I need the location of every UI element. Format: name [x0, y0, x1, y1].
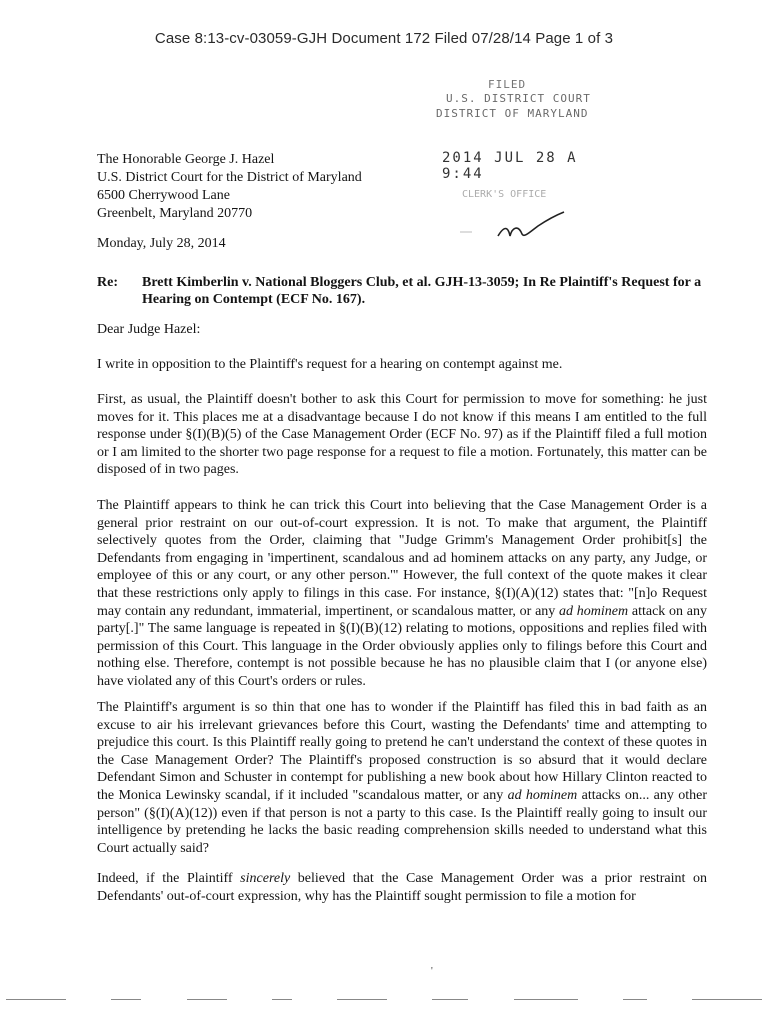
- re-line: [97, 274, 707, 308]
- re-subject: Brett Kimberlin v. National Bloggers Club, et al. GJH-13-3059; In Re Plaintiff's Request for a Hearing on Contempt (ECF No. 167).: [142, 275, 702, 307]
- paragraph-text: Indeed, if the Plaintiff: [97, 871, 241, 886]
- paragraph-text: attacks on... any other person" (§(I)(A)(12)) even if that person is not a party to this case. Is the Plaintiff really going to insult our intelligence by pretending he lacks the basic reading comprehension skills needed to understand what this Court actually said?: [97, 787, 707, 856]
- paragraph-sincerity: [97, 870, 707, 905]
- paragraph-text: The Plaintiff's argument is so thin that one has to wonder if the Plaintiff has filed this in bad faith as an excuse to air his irrelevant grievances before this Court, wasting the Defendants' time and attempting to prejudice this court. Is this Plaintiff really going to pretend he can't understand the context of these quotes in the Case Management Order? The Plaintiff's proposed construction is so absurd that it would declare Defendant Simon and Schuster in contempt for publishing a new book about how Hillary Clinton reacted to the Monica Lewinsky scandal, if it included "scandalous matter, or any: [97, 700, 707, 803]
- paragraph-text: The Plaintiff appears to think he can trick this Court into believing that the Case Management Order is a general prior restraint on our out-of-court expression. It is not. To make that argument, the Plaintiff selectively quotes from the Order, claiming that "Judge Grimm's Management Order prohibit[s] the Defendants from engaging in 'impertinent, scandalous and ad hominem attacks on any party, any Judge, or employee of this or any court, or any other person.'" However, the full context of the quote makes it clear that these restrictions only apply to filings in this case. For instance, §(I)(A)(12) states that: "[n]o Request may contain any redundant, immaterial, impertinent, or scandalous matter, or any: [97, 498, 707, 619]
- stamp-district: DISTRICT OF MARYLAND: [436, 107, 589, 120]
- recipient-street: 6500 Cherrywood Lane: [97, 188, 230, 203]
- stamp-court: U.S. DISTRICT COURT: [446, 92, 591, 105]
- paragraph-procedure: First, as usual, the Plaintiff doesn't bother to ask this Court for permission to move for something: he just moves for it. This places me at a disadvantage because I do not know if this means I am entitled to the full response under §(I)(B)(5) of the Case Management Order (ECF No. 97) as if the Plaintiff filed a full motion or I am limited to the shorter two page response for a request to file a motion. Fortunately, this matter can be disposed of in two pages.: [97, 392, 707, 478]
- emphasis-text: ad hominem: [507, 787, 578, 803]
- re-label: Re:: [97, 275, 118, 290]
- stamp-clerk: CLERK'S OFFICE: [462, 189, 547, 200]
- stamp-datetime: 2014 JUL 28 A 9:44: [442, 150, 578, 182]
- paragraph-prior-restraint: [97, 497, 707, 691]
- paragraph-bad-faith: [97, 699, 707, 857]
- paragraph-text: believed that the Case Management Order was a prior restraint on Defendants' out-of-court expression, why has the Plaintiff sought permission to file a motion for: [97, 871, 707, 904]
- clerk-initials-signature: [458, 210, 568, 244]
- emphasis-text: sincerely: [240, 871, 291, 886]
- paragraph-opposition: I write in opposition to the Plaintiff's request for a hearing on contempt against me.: [97, 357, 563, 372]
- paragraph-text: attack on any party[.]" The same language is repeated in §(I)(B)(12) relating to motions, oppositions and replies filed with permission of this Court. This language in the Order obviously applies only to filings before this Court and nothing else. Therefore, contempt is not possible because he has no plausible claim that I (or anyone else) have violated any of this Court's orders or rules.: [97, 603, 707, 689]
- stamp-filed: FILED: [488, 78, 527, 91]
- recipient-name: The Honorable George J. Hazel: [97, 152, 275, 167]
- recipient-address: [97, 151, 362, 223]
- salutation: Dear Judge Hazel:: [97, 322, 201, 337]
- scan-edge-artifacts: [0, 996, 768, 1002]
- recipient-court: U.S. District Court for the District of Maryland: [97, 170, 362, 185]
- page-mark: ': [431, 966, 433, 977]
- letter-date: Monday, July 28, 2014: [97, 236, 226, 251]
- case-header: Case 8:13-cv-03059-GJH Document 172 Filed 07/28/14 Page 1 of 3: [154, 30, 614, 47]
- emphasis-text: ad hominem: [559, 603, 629, 619]
- court-filing-stamp: [432, 78, 612, 258]
- recipient-city: Greenbelt, Maryland 20770: [97, 206, 253, 221]
